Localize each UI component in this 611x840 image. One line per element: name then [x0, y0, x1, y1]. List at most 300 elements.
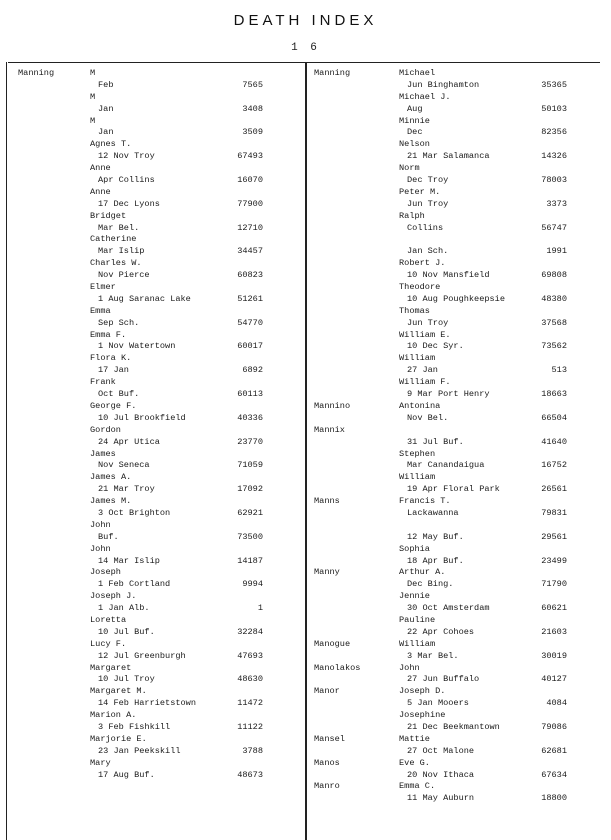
index-detail-row [312, 532, 611, 544]
given-name: Thomas [399, 305, 430, 316]
death-date-place: Jun Troy [407, 317, 449, 328]
given-name: Frank [90, 377, 116, 388]
given-name: Emma F. [90, 329, 127, 340]
death-date-place: Collins [407, 222, 444, 233]
certificate-number: 7565 [242, 79, 263, 90]
surname: Manogue [314, 638, 351, 649]
index-name-row [0, 663, 300, 675]
given-name: Anne [90, 186, 111, 197]
index-detail-row [312, 341, 611, 353]
index-name-row [0, 282, 300, 294]
index-detail-row [312, 698, 611, 710]
given-name: William [399, 638, 436, 649]
given-name: Marjorie E. [90, 733, 147, 744]
index-detail-row [312, 151, 611, 163]
given-name: M [90, 91, 96, 102]
certificate-number: 11472 [237, 698, 263, 709]
certificate-number: 3373 [546, 198, 567, 209]
death-date-place: Jan [98, 127, 114, 138]
index-name-row [312, 496, 611, 508]
index-name-row [0, 544, 300, 556]
death-date-place: 12 Jul Greenburgh [98, 650, 186, 661]
certificate-number: 26561 [541, 484, 567, 495]
index-name-row [0, 377, 300, 389]
given-name: Emma [90, 305, 111, 316]
index-name-row [0, 758, 300, 770]
index-name-row [312, 139, 611, 151]
index-detail-row [0, 460, 300, 472]
given-name: Antonina [399, 400, 441, 411]
certificate-number: 54770 [237, 317, 263, 328]
index-detail-row [312, 127, 611, 139]
index-detail-row [0, 294, 300, 306]
given-name: Margaret M. [90, 686, 147, 697]
index-detail-row [0, 746, 300, 758]
given-name: Mary [90, 757, 111, 768]
given-name: Lucy F. [90, 638, 127, 649]
certificate-number: 14187 [237, 555, 263, 566]
certificate-number: 48673 [237, 769, 263, 780]
given-name: Bridget [90, 210, 127, 221]
certificate-number: 62681 [541, 745, 567, 756]
index-detail-row [312, 722, 611, 734]
death-date-place: Jan Sch. [407, 246, 449, 257]
index-name-row [312, 282, 611, 294]
index-name-row [0, 306, 300, 318]
given-name: Elmer [90, 282, 116, 293]
index-name-row [312, 591, 611, 603]
certificate-number: 3408 [242, 103, 263, 114]
death-date-place: Apr Collins [98, 175, 155, 186]
certificate-number: 71059 [237, 460, 263, 471]
certificate-number: 3788 [242, 745, 263, 756]
index-name-row [0, 472, 300, 484]
index-detail-row [312, 104, 611, 116]
given-name: Theodore [399, 282, 441, 293]
certificate-number: 40336 [237, 412, 263, 423]
given-name: Jennie [399, 591, 430, 602]
certificate-number: 77900 [237, 198, 263, 209]
certificate-number: 60621 [541, 603, 567, 614]
certificate-number: 16752 [541, 460, 567, 471]
certificate-number: 60113 [237, 389, 263, 400]
index-name-row [0, 520, 300, 532]
certificate-number: 62921 [237, 507, 263, 518]
death-date-place: 1 Aug Saranac Lake [98, 293, 191, 304]
index-name-row [312, 187, 611, 199]
index-detail-row [312, 770, 611, 782]
death-date-place: 27 Jan [407, 365, 438, 376]
index-name-row [0, 425, 300, 437]
given-name: Gordon [90, 424, 121, 435]
index-detail-row [0, 365, 300, 377]
certificate-number: 11122 [237, 721, 263, 732]
index-name-row [0, 591, 300, 603]
index-detail-row [312, 793, 611, 805]
index-detail-row [0, 341, 300, 353]
death-date-place: 19 Apr Floral Park [407, 484, 500, 495]
certificate-number: 79831 [541, 507, 567, 518]
death-date-place: 10 Jul Troy [98, 674, 155, 685]
certificate-number: 513 [551, 365, 567, 376]
death-date-place: Jan [98, 103, 114, 114]
death-date-place: Oct Buf. [98, 389, 140, 400]
index-detail-row [312, 627, 611, 639]
index-name-row [312, 520, 611, 532]
death-date-place: Dec [407, 127, 423, 138]
death-date-place: 1 Nov Watertown [98, 341, 176, 352]
given-name: Catherine [90, 234, 137, 245]
index-name-row [0, 734, 300, 746]
certificate-number: 56747 [541, 222, 567, 233]
index-detail-row [0, 246, 300, 258]
death-date-place: 24 Apr Utica [98, 436, 160, 447]
index-detail-row [312, 413, 611, 425]
index-name-row [312, 686, 611, 698]
column-divider [305, 62, 307, 840]
index-detail-row [0, 508, 300, 520]
given-name: M [90, 68, 96, 78]
certificate-number: 16070 [237, 175, 263, 186]
certificate-number: 71790 [541, 579, 567, 590]
index-name-row [312, 211, 611, 223]
death-date-place: 17 Dec Lyons [98, 198, 160, 209]
index-detail-row [312, 223, 611, 235]
death-date-place: 17 Aug Buf. [98, 769, 155, 780]
index-name-row [312, 425, 611, 437]
given-name: James [90, 448, 116, 459]
index-name-row [0, 639, 300, 651]
index-name-row [312, 639, 611, 651]
given-name: John [399, 662, 420, 673]
index-name-row [312, 234, 611, 246]
certificate-number: 50103 [541, 103, 567, 114]
index-detail-row [312, 437, 611, 449]
given-name: Michael [399, 68, 436, 78]
death-date-place: 21 Dec Beekmantown [407, 721, 500, 732]
certificate-number: 37568 [541, 317, 567, 328]
certificate-number: 60017 [237, 341, 263, 352]
index-detail-row [0, 698, 300, 710]
given-name: William F. [399, 377, 451, 388]
death-date-place: 10 Jul Buf. [98, 626, 155, 637]
index-detail-row [0, 80, 300, 92]
index-name-row [312, 663, 611, 675]
page-title: DEATH INDEX [233, 12, 378, 29]
death-date-place: 10 Nov Mansfield [407, 270, 490, 281]
death-date-place: 5 Jan Mooers [407, 698, 469, 709]
given-name: James A. [90, 472, 132, 483]
index-detail-row [0, 556, 300, 568]
index-name-row [312, 781, 611, 793]
index-name-row [0, 258, 300, 270]
index-name-row [0, 686, 300, 698]
death-date-place: Mar Bel. [98, 222, 140, 233]
index-detail-row [0, 151, 300, 163]
index-name-row [312, 68, 611, 80]
surname: Manolakos [314, 662, 361, 673]
index-name-row [312, 449, 611, 461]
death-date-place: 30 Oct Amsterdam [407, 603, 490, 614]
index-name-row [312, 615, 611, 627]
index-name-row [312, 401, 611, 413]
certificate-number: 18800 [541, 793, 567, 804]
index-name-row [312, 330, 611, 342]
index-name-row [312, 544, 611, 556]
index-detail-row [0, 674, 300, 686]
death-date-place: 12 May Buf. [407, 531, 464, 542]
index-detail-row [312, 365, 611, 377]
certificate-number: 35365 [541, 79, 567, 90]
index-name-row [0, 116, 300, 128]
given-name: Norm [399, 163, 420, 174]
death-date-place: 11 May Auburn [407, 793, 475, 804]
certificate-number: 73500 [237, 531, 263, 542]
given-name: Pauline [399, 614, 436, 625]
death-date-place: Nov Seneca [98, 460, 150, 471]
certificate-number: 78003 [541, 175, 567, 186]
index-detail-row [312, 175, 611, 187]
index-name-row [0, 92, 300, 104]
index-detail-row [312, 199, 611, 211]
death-date-place: 18 Apr Buf. [407, 555, 464, 566]
given-name: Mattie [399, 733, 430, 744]
index-name-row [0, 615, 300, 627]
surname: Manning [314, 68, 351, 78]
certificate-number: 82356 [541, 127, 567, 138]
index-name-row [0, 567, 300, 579]
given-name: Marion A. [90, 710, 137, 721]
index-detail-row [0, 223, 300, 235]
index-detail-row [0, 318, 300, 330]
index-detail-row [0, 651, 300, 663]
index-detail-row [312, 318, 611, 330]
index-name-row [312, 92, 611, 104]
certificate-number: 60823 [237, 270, 263, 281]
death-date-place: 21 Mar Troy [98, 484, 155, 495]
death-date-place: 14 Mar Islip [98, 555, 160, 566]
certificate-number: 14326 [541, 151, 567, 162]
death-date-place: Mar Canandaigua [407, 460, 485, 471]
index-name-row [312, 567, 611, 579]
death-date-place: Lackawanna [407, 507, 459, 518]
given-name: John [90, 519, 111, 530]
index-detail-row [312, 80, 611, 92]
index-detail-row [0, 127, 300, 139]
right-index-column [312, 68, 611, 805]
certificate-number: 4084 [546, 698, 567, 709]
index-name-row [0, 187, 300, 199]
given-name: Flora K. [90, 353, 132, 364]
surname: Manos [314, 757, 340, 768]
index-detail-row [312, 556, 611, 568]
given-name: Charles W. [90, 258, 142, 269]
given-name: Joseph D. [399, 686, 446, 697]
certificate-number: 67493 [237, 151, 263, 162]
death-date-place: 27 Jun Buffalo [407, 674, 480, 685]
surname: Manning [18, 68, 55, 78]
given-name: Minnie [399, 115, 430, 126]
certificate-number: 34457 [237, 246, 263, 257]
certificate-number: 1 [257, 603, 263, 614]
given-name: William [399, 472, 436, 483]
death-date-place: 1 Feb Cortland [98, 579, 171, 590]
surname: Mannix [314, 424, 345, 435]
death-date-place: 22 Apr Cohoes [407, 626, 475, 637]
given-name: Loretta [90, 614, 127, 625]
surname: Mansel [314, 733, 345, 744]
index-detail-row [312, 579, 611, 591]
index-detail-row [312, 746, 611, 758]
index-name-row [0, 234, 300, 246]
given-name: Stephen [399, 448, 436, 459]
index-name-row [0, 211, 300, 223]
death-date-place: Aug [407, 103, 423, 114]
index-name-row [312, 163, 611, 175]
index-detail-row [312, 389, 611, 401]
death-date-place: Jun Troy [407, 198, 449, 209]
certificate-number: 73562 [541, 341, 567, 352]
index-name-row [0, 330, 300, 342]
index-detail-row [312, 294, 611, 306]
index-name-row [0, 163, 300, 175]
index-name-row [0, 139, 300, 151]
certificate-number: 12710 [237, 222, 263, 233]
given-name: Sophia [399, 543, 430, 554]
surname: Manro [314, 781, 340, 792]
index-detail-row [312, 508, 611, 520]
certificate-number: 47693 [237, 650, 263, 661]
certificate-number: 6892 [242, 365, 263, 376]
index-detail-row [312, 270, 611, 282]
given-name: Eve G. [399, 757, 430, 768]
death-date-place: 10 Dec Syr. [407, 341, 464, 352]
certificate-number: 17092 [237, 484, 263, 495]
index-detail-row [0, 627, 300, 639]
certificate-number: 32284 [237, 626, 263, 637]
index-name-row [312, 258, 611, 270]
given-name: Emma C. [399, 781, 436, 792]
death-date-place: Dec Bing. [407, 579, 454, 590]
certificate-number: 51261 [237, 293, 263, 304]
surname: Manny [314, 567, 340, 578]
index-detail-row [0, 437, 300, 449]
certificate-number: 66504 [541, 412, 567, 423]
top-rule [8, 62, 600, 63]
given-name: Francis T. [399, 496, 451, 507]
left-index-column [0, 68, 300, 781]
death-date-place: Nov Pierce [98, 270, 150, 281]
index-detail-row [0, 199, 300, 211]
index-detail-row [0, 175, 300, 187]
certificate-number: 79086 [541, 721, 567, 732]
index-detail-row [312, 603, 611, 615]
index-name-row [312, 734, 611, 746]
given-name: Arthur A. [399, 567, 446, 578]
death-date-place: 3 Feb Fishkill [98, 721, 171, 732]
given-name: Robert J. [399, 258, 446, 269]
index-name-row [312, 353, 611, 365]
given-name: Peter M. [399, 186, 441, 197]
death-date-place: 14 Feb Harrietstown [98, 698, 196, 709]
certificate-number: 30019 [541, 650, 567, 661]
death-date-place: 10 Jul Brookfield [98, 412, 186, 423]
surname: Manns [314, 496, 340, 507]
index-detail-row [312, 460, 611, 472]
certificate-number: 1991 [546, 246, 567, 257]
index-name-row [0, 449, 300, 461]
index-name-row [0, 353, 300, 365]
given-name: James M. [90, 496, 132, 507]
death-date-place: 9 Mar Port Henry [407, 389, 490, 400]
death-date-place: Sep Sch. [98, 317, 140, 328]
index-detail-row [0, 722, 300, 734]
given-name: Michael J. [399, 91, 451, 102]
death-date-place: 1 Jan Alb. [98, 603, 150, 614]
death-date-place: Mar Islip [98, 246, 145, 257]
death-date-place: Jun Binghamton [407, 79, 480, 90]
death-date-place: 10 Aug Poughkeepsie [407, 293, 505, 304]
death-date-place: 23 Jan Peekskill [98, 745, 181, 756]
given-name: Anne [90, 163, 111, 174]
death-date-place: 21 Mar Salamanca [407, 151, 490, 162]
certificate-number: 48380 [541, 293, 567, 304]
death-date-place: 27 Oct Malone [407, 745, 475, 756]
certificate-number: 40127 [541, 674, 567, 685]
given-name: William E. [399, 329, 451, 340]
death-date-place: 3 Oct Brighton [98, 507, 171, 518]
certificate-number: 9994 [242, 579, 263, 590]
death-date-place: 17 Jan [98, 365, 129, 376]
index-name-row [0, 710, 300, 722]
index-name-row [312, 116, 611, 128]
certificate-number: 23499 [541, 555, 567, 566]
index-name-row [0, 496, 300, 508]
surname: Manor [314, 686, 340, 697]
index-name-row [0, 68, 300, 80]
given-name: Margaret [90, 662, 132, 673]
death-date-place: 20 Nov Ithaca [407, 769, 475, 780]
index-detail-row [312, 246, 611, 258]
death-date-place: Dec Troy [407, 175, 449, 186]
index-detail-row [0, 389, 300, 401]
index-detail-row [0, 270, 300, 282]
certificate-number: 18663 [541, 389, 567, 400]
index-detail-row [0, 532, 300, 544]
given-name: Agnes T. [90, 139, 132, 150]
death-date-place: Nov Bel. [407, 412, 449, 423]
index-detail-row [312, 651, 611, 663]
certificate-number: 21603 [541, 626, 567, 637]
certificate-number: 69808 [541, 270, 567, 281]
given-name: M [90, 115, 96, 126]
death-date-place: Buf. [98, 531, 119, 542]
given-name: William [399, 353, 436, 364]
certificate-number: 29561 [541, 531, 567, 542]
given-name: Joseph J. [90, 591, 137, 602]
index-detail-row [0, 104, 300, 116]
given-name: Nelson [399, 139, 430, 150]
index-detail-row [0, 484, 300, 496]
index-name-row [312, 306, 611, 318]
index-detail-row [312, 484, 611, 496]
certificate-number: 23770 [237, 436, 263, 447]
index-name-row [312, 758, 611, 770]
given-name: Joseph [90, 567, 121, 578]
index-detail-row [0, 579, 300, 591]
death-date-place: 3 Mar Bel. [407, 650, 459, 661]
given-name: Ralph [399, 210, 425, 221]
